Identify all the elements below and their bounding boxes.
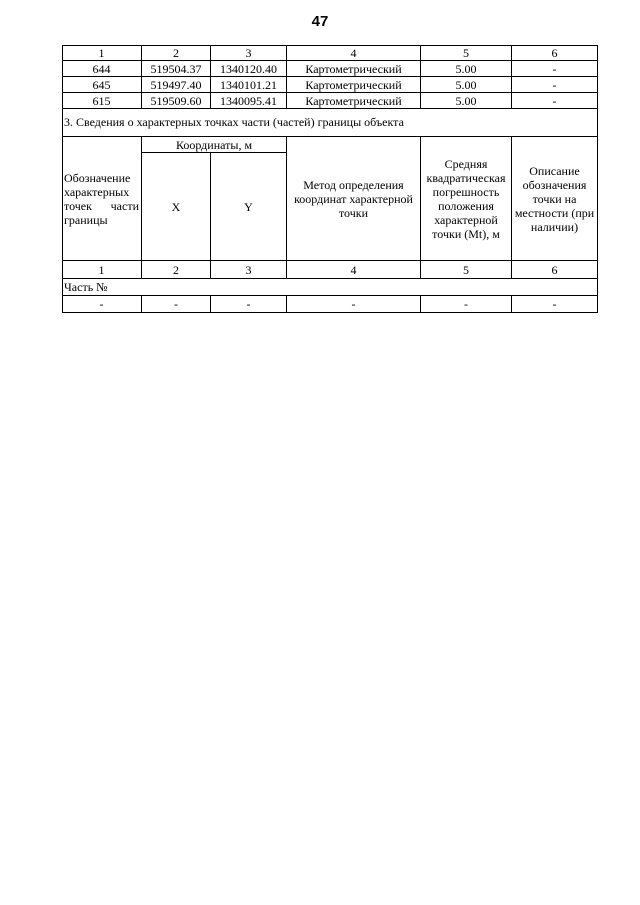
table-row-cell-x: 519509.60 (142, 93, 211, 109)
method-header-text: Метод определения координат характерной точки (294, 177, 413, 220)
top-header-cell-2: 2 (142, 45, 211, 61)
column-number-2: 2 (142, 261, 211, 279)
table-row-cell-error: - (421, 296, 512, 313)
top-header-cell-4: 4 (287, 45, 421, 61)
table-row-cell-method: Картометрический (287, 61, 421, 77)
page-number: 47 (311, 13, 329, 30)
section-title: 3. Сведения о характерных точках части (частей) границы объекта (62, 109, 598, 137)
top-header-cell-6: 6 (512, 45, 598, 61)
table-row-cell-description: - (512, 77, 598, 93)
column-number-1: 1 (62, 261, 142, 279)
table-row-cell-y: 1340120.40 (211, 61, 287, 77)
table-row-cell-point: - (62, 296, 142, 313)
table-row-cell-point: 615 (62, 93, 142, 109)
column-number-4: 4 (287, 261, 421, 279)
coordinates-header: Координаты, м (142, 137, 287, 153)
method-header (287, 137, 421, 261)
table-row-cell-error: 5.00 (421, 77, 512, 93)
column-number-5: 5 (421, 261, 512, 279)
description-header (512, 137, 598, 261)
column-number-6: 6 (512, 261, 598, 279)
table-row-cell-point: 644 (62, 61, 142, 77)
point-designation-header (62, 137, 142, 261)
error-header-text: Средняя квадратическая погрешность положения характерной точки (Mt), м (426, 156, 506, 241)
table-row-cell-y: - (211, 296, 287, 313)
point-designation-header-text: Обозначение характерных точек части границы (64, 170, 139, 227)
table-row-cell-error: 5.00 (421, 93, 512, 109)
table-row-cell-description: - (512, 93, 598, 109)
table-row-cell-description: - (512, 61, 598, 77)
error-header (421, 137, 512, 261)
table-row-cell-description: - (512, 296, 598, 313)
top-header-cell-3: 3 (211, 45, 287, 61)
description-header-text: Описание обозначения точки на местности (при наличии) (514, 163, 595, 234)
part-label: Часть № (62, 279, 598, 296)
boundary-points-table (62, 45, 598, 313)
table-row-cell-method: Картометрический (287, 77, 421, 93)
table-row-cell-method: - (287, 296, 421, 313)
top-header-cell-5: 5 (421, 45, 512, 61)
y-header: Y (211, 153, 287, 261)
table-row-cell-x: 519504.37 (142, 61, 211, 77)
column-number-3: 3 (211, 261, 287, 279)
table-row-cell-method: Картометрический (287, 93, 421, 109)
table-row-cell-x: 519497.40 (142, 77, 211, 93)
table-row-cell-error: 5.00 (421, 61, 512, 77)
table-row-cell-point: 645 (62, 77, 142, 93)
x-header: X (142, 153, 211, 261)
table-row-cell-y: 1340095.41 (211, 93, 287, 109)
table-row-cell-y: 1340101.21 (211, 77, 287, 93)
top-header-cell-1: 1 (62, 45, 142, 61)
table-row-cell-x: - (142, 296, 211, 313)
